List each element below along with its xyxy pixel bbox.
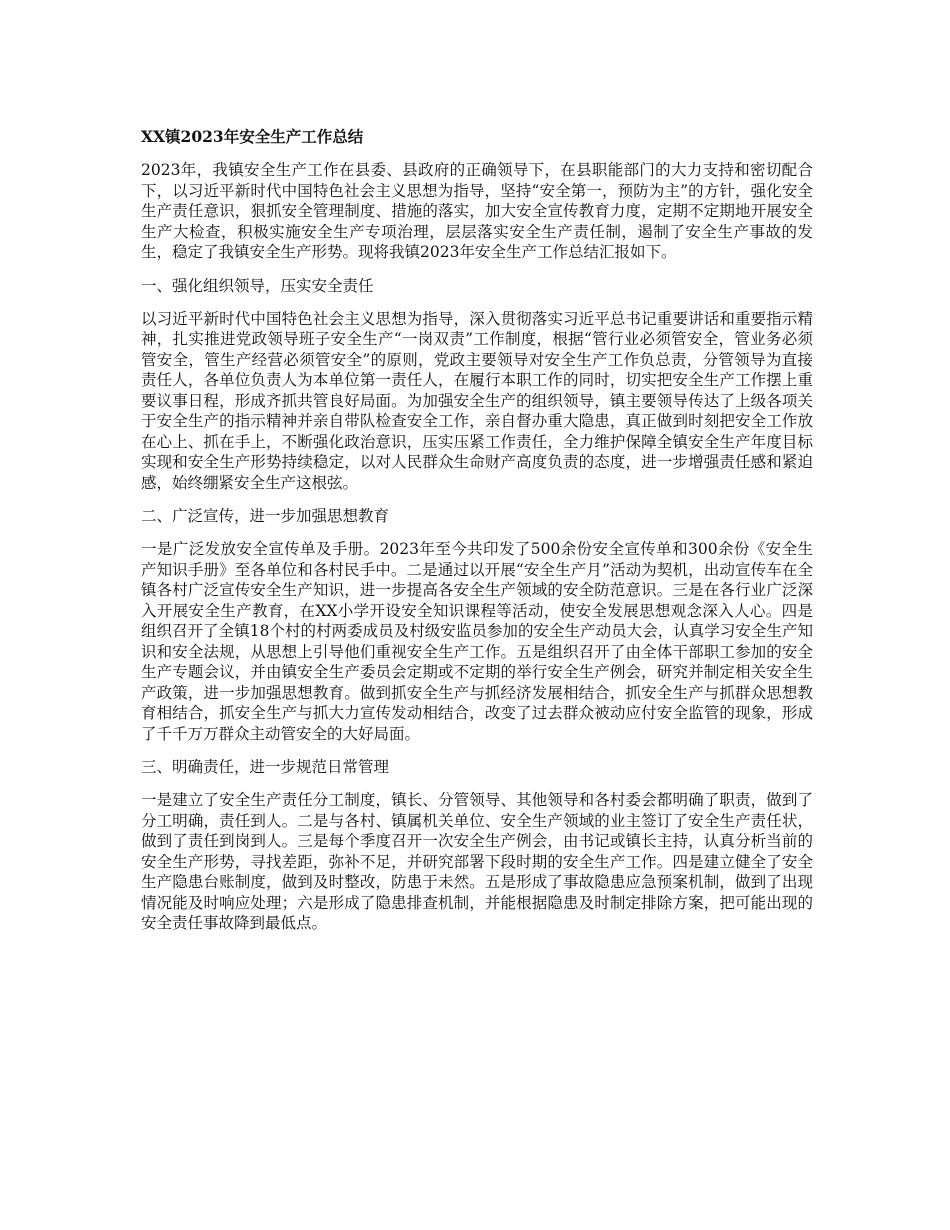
section-3-heading: 三、明确责任，进一步规范日常管理 <box>141 758 390 776</box>
section-3-body: 一是建立了安全生产责任分工制度，镇长、分管领导、其他领导和各村委会都明确了职责，做到了分工明确，责任到人。二是与各村、镇属机关单位、安全生产领域的业主签订了安全生产责任状，做到了责任到岗到人。三是每个季度召开一次安全生产例会，由书记或镇长主持，认真分析当前的安全生产形势，寻找差距，弥补不足，并研究部署下段时期的安全生产工作。四是建立健全了安全生产隐患台账制度，做到及时整改，防患于未然。五是形成了事故隐患应急预案机制，做到了出现情况能及时响应处理；六是形成了隐患排查机制，并能根据隐患及时制定排除方案，把可能出现的安全责任事故降到最低点。 <box>141 791 813 932</box>
section-1-body: 以习近平新时代中国特色社会主义思想为指导，深入贯彻落实习近平总书记重要讲话和重要指示精神，扎实推进党政领导班子安全生产“一岗双责”工作制度，根据“管行业必须管安全，管业务必须管安全，管生产经营必须管安全”的原则，党政主要领导对安全生产工作负总责，分管领导为直接责任人，各单位负责人为本单位第一责任人，在履行本职工作的同时，切实把安全生产工作摆上重要议事日程，形成齐抓共管良好局面。为加强安全生产的组织领导，镇主要领导传达了上级各项关于安全生产的指示精神并亲自带队检查安全工作，亲自督办重大隐患，真正做到时刻把安全工作放在心上、抓在手上，不断强化政治意识，压实压紧工作责任，全力维护保障全镇安全生产年度目标实现和安全生产形势持续稳定，以对人民群众生命财产高度负责的态度，进一步增强责任感和紧迫感，始终绷紧安全生产这根弦。 <box>141 309 813 492</box>
document-title: XX镇2023年安全生产工作总结 <box>141 127 364 146</box>
section-1-heading: 一、强化组织领导，压实安全责任 <box>141 276 374 295</box>
intro-paragraph: 2023年，我镇安全生产工作在县委、县政府的正确领导下，在县职能部门的大力支持和密切配合下，以习近平新时代中国特色社会主义思想为指导，坚持“安全第一，预防为主”的方针，强化安全生产责任意识，狠抓安全管理制度、措施的落实，加大安全宣传教育力度，定期不定期地开展安全生产大检查，积极实施安全生产专项治理，层层落实安全生产责任制，遏制了安全生产事故的发生，稳定了我镇安全生产形势。现将我镇2023年安全生产工作总结汇报如下。 <box>141 161 813 261</box>
document-page <box>141 126 813 946</box>
section-2-heading: 二、广泛宣传，进一步加强思想教育 <box>141 507 390 525</box>
section-2-body: 一是广泛发放安全宣传单及手册。2023年至今共印发了500余份安全宣传单和300余份《安全生产知识手册》至各单位和各村民手中。二是通过以开展“安全生产月”活动为契机，出动宣传车在全镇各村广泛宣传安全生产知识，进一步提高各安全生产领域的安全防范意识。三是在各行业广泛深入开展安全生产教育，在XX小学开设安全知识课程等活动，使安全发展思想观念深入人心。四是组织召开了全镇18个村的村两委成员及村级安监员参加的安全生产动员大会，认真学习安全生产知识和安全法规，从思想上引导他们重视安全生产工作。五是组织召开了由全体干部职工参加的安全生产专题会议，并由镇安全生产委员会定期或不定期的举行安全生产例会，研究并制定相关安全生产政策，进一步加强思想教育。做到抓安全生产与抓经济发展相结合，抓安全生产与抓群众思想教育相结合，抓安全生产与抓大力宣传发动相结合，改变了过去群众被动应付安全监管的现象，形成了千千万万群众主动管安全的大好局面。 <box>141 540 813 743</box>
